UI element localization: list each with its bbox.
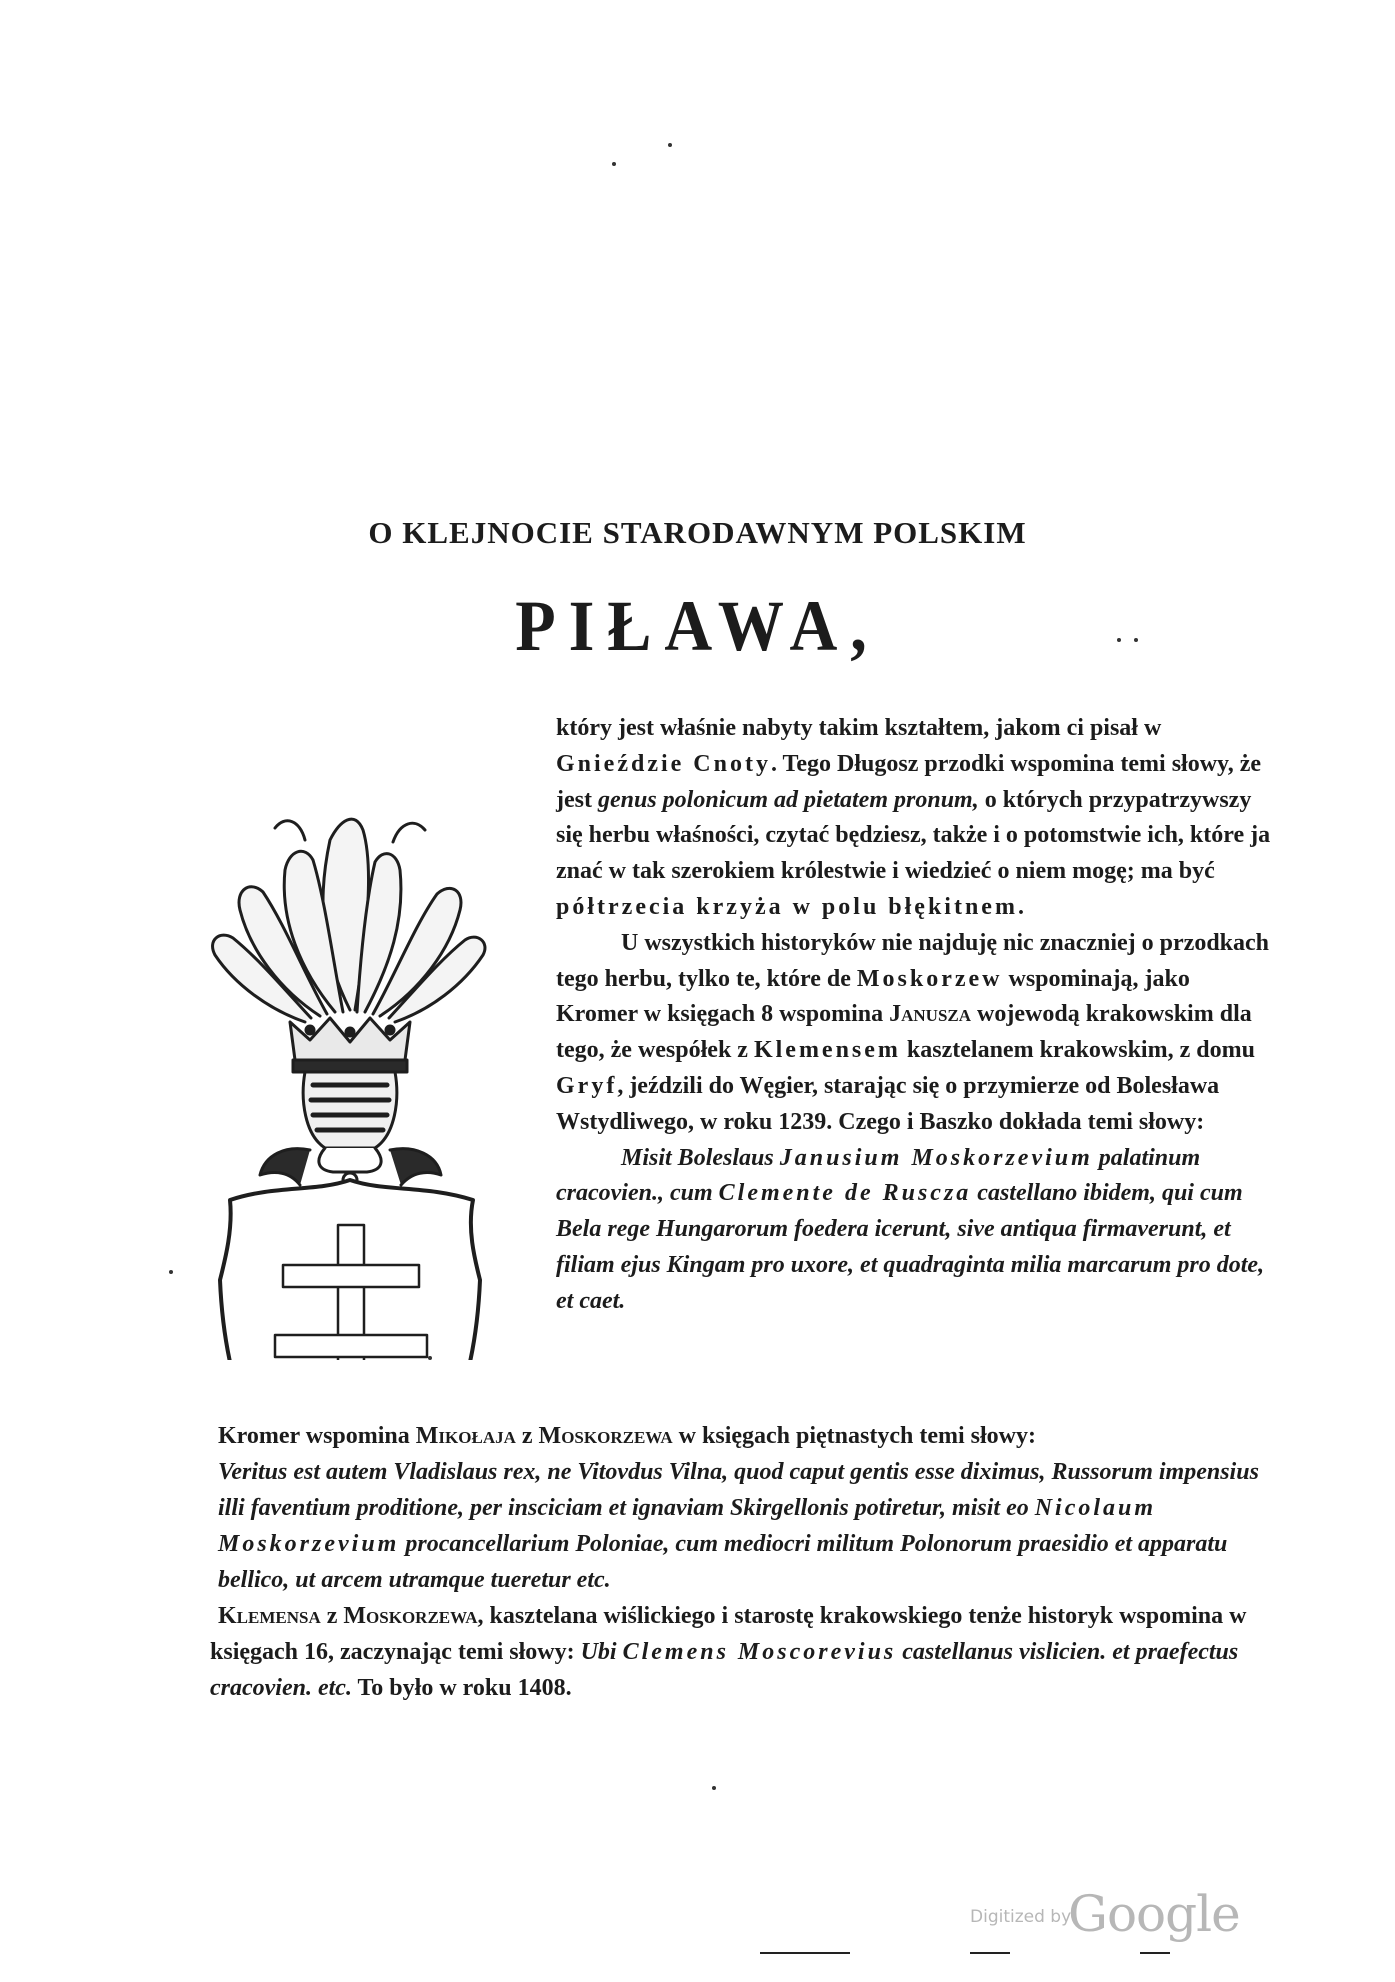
coat-of-arms-icon (205, 760, 495, 1360)
spaced-phrase: półtrzecia krzyża w polu błękitnem (556, 893, 1018, 920)
scan-speck (1134, 638, 1138, 642)
spaced-name: Janusium Moskorzevium (779, 1144, 1093, 1171)
small-caps-name: Moskorzewa (343, 1603, 478, 1629)
small-caps-name: Mikołaja (415, 1423, 516, 1449)
watermark-brand: Google (1068, 1885, 1240, 1943)
spaced-name: Moskorzew (856, 965, 1003, 992)
paragraph-4: Kromer wspomina Mikołaja z Moskorzewa w księgach piętnastych temi słowy: (218, 1423, 1036, 1449)
spaced-name: Clemente de Ruscza (718, 1180, 972, 1207)
latin-quote-1: Misit Boleslaus Janusium Moskorzevium palatinum cracovien., cum Clemente de Ruscza castellano ibidem, qui cum Bela rege Hungarorum foedera icerunt, sive antiqua firmaverunt, et filiam ejus Kingam pro uxore, et quadraginta milia marcarum pro dote, et caet. (556, 1144, 1265, 1314)
paragraph-1: który jest właśnie nabyty takim kształtem, jakom ci pisał w Gnieździe Cnoty. Tego Długosz przodki wspomina temi słowy, że jest genus polonicum ad pietatem pronum, o których przypatrzywszy się herbu właśności, czytać będziesz, także i o potomstwie ich, które ja znać w tak szerokiem królestwie i wiedzieć o niem mogę; ma być półtrzecia krzyża w polu błękitnem. (556, 715, 1271, 920)
small-caps-name: Moskorzewa (538, 1423, 673, 1449)
watermark-prefix: Digitized by (970, 1907, 1072, 1927)
spaced-name: Gnieździe Cnoty (556, 750, 771, 777)
google-watermark (970, 1885, 1270, 1945)
scan-speck (668, 143, 672, 147)
text-column (556, 711, 1274, 1320)
scan-speck (712, 1786, 716, 1790)
paragraph-2: U wszystkich historyków nie najduję nic znaczniej o przodkach tego herbu, tylko te, które de Moskorzew wspominają, jako Kromer w księgach 8 wspomina Janusza wojewodą krakowskim dla tego, że wespółek z Klemensem kasztelanem krakowskim, z domu Gryf, jeździli do Węgier, starając się o przymierze od Bolesława Wstydliwego, w roku 1239. Czego i Baszko dokłada temi słowy: (556, 929, 1270, 1135)
heading: O KLEJNOCIE STARODAWNYM POLSKIM (368, 515, 1027, 550)
scan-speck (1117, 638, 1121, 642)
scan-line (1140, 1952, 1170, 1954)
title: PIŁAWA, (515, 586, 880, 666)
spaced-name: Gryf (556, 1072, 618, 1099)
small-caps-name: Klemensa (218, 1603, 321, 1629)
scan-line (970, 1952, 1010, 1954)
small-caps-name: Janusza (889, 1001, 972, 1028)
spaced-name: Klemensem (753, 1037, 901, 1064)
spaced-name: Nicolaum Moskorzevium (218, 1495, 1157, 1557)
spaced-name: Clemens Moscorevius (622, 1639, 897, 1665)
scan-speck (612, 162, 616, 166)
paragraph-6: Klemensa z Moskorzewa, kasztelana wiślickiego i starostę krakowskiego tenże historyk wspomina w księgach 16, zaczynając temi słowy: Ubi Clemens Moscorevius castellanus vislicien. et praefectus cracovien. etc. To było w roku 1408. (210, 1603, 1247, 1701)
latin-phrase: genus polonicum ad pietatem pronum, (597, 786, 979, 813)
scan-speck (169, 1270, 173, 1274)
scan-speck (428, 1356, 432, 1360)
latin-quote-2: Veritus est autem Vladislaus rex, ne Vitovdus Vilna, quod caput gentis esse diximus, Russorum impensius illi faventium proditione, per insciciam et ignaviam Skirgellonis potiretur, misit eo Nicolaum Moskorzevium procancellarium Poloniae, cum mediocri militum Polonorum praesidio et apparatu bellico, ut arcem utramque tueretur etc. (218, 1459, 1259, 1593)
scan-line (760, 1952, 850, 1954)
full-width-text (210, 1418, 1274, 1706)
